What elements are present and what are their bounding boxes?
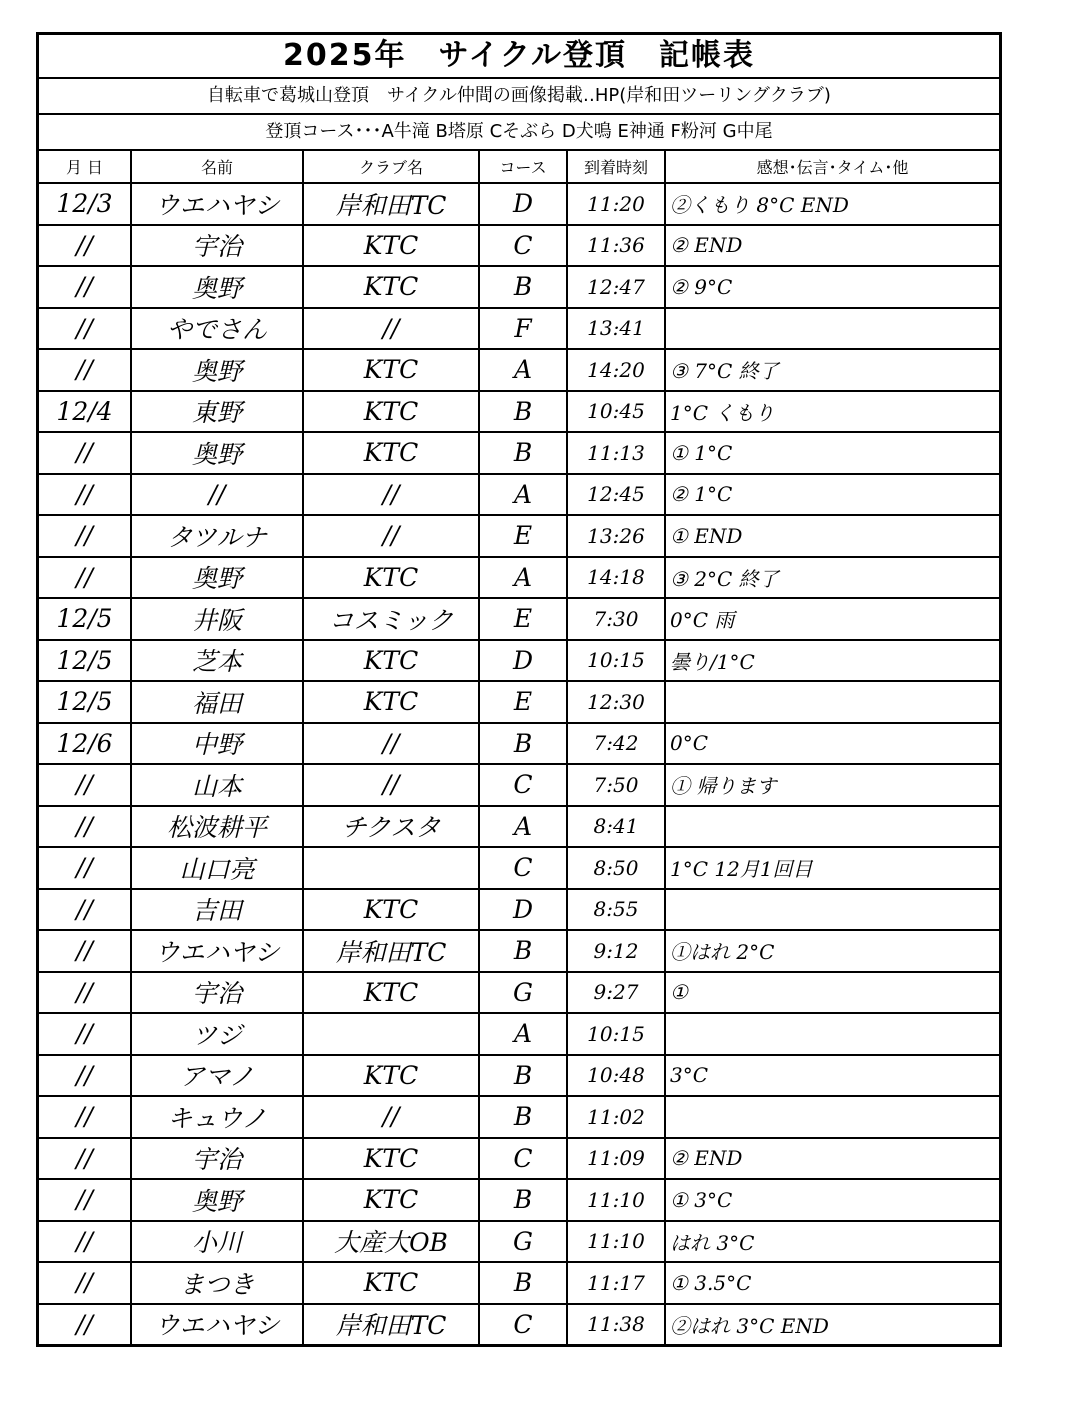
page-title: 2025年 サイクル登頂 記帳表 xyxy=(39,35,999,79)
note-cell: ② END xyxy=(665,225,999,267)
time-cell: 11:10 xyxy=(567,1179,665,1221)
table-row xyxy=(39,1013,999,1055)
log-table xyxy=(39,151,999,1344)
name-cell: 吉田 xyxy=(131,889,303,931)
note-cell: ③ 7°C 終了 xyxy=(665,349,999,391)
name-cell: 山口亮 xyxy=(131,847,303,889)
club-cell: // xyxy=(303,308,479,350)
club-cell: KTC xyxy=(303,681,479,723)
course-cell: D xyxy=(479,640,567,682)
note-cell: 0°C 雨 xyxy=(665,598,999,640)
time-cell: 12:47 xyxy=(567,266,665,308)
name-cell: タツルナ xyxy=(131,515,303,557)
date-cell: // xyxy=(39,1262,131,1304)
note-cell: 曇り/1°C xyxy=(665,640,999,682)
club-cell: KTC xyxy=(303,432,479,474)
club-cell xyxy=(303,847,479,889)
time-cell: 11:38 xyxy=(567,1304,665,1345)
date-cell: // xyxy=(39,432,131,474)
club-cell: KTC xyxy=(303,1055,479,1097)
note-cell: ②はれ 3°C END xyxy=(665,1304,999,1345)
table-row xyxy=(39,1262,999,1304)
table-row xyxy=(39,349,999,391)
time-cell: 12:45 xyxy=(567,474,665,516)
table-row xyxy=(39,1179,999,1221)
course-cell: B xyxy=(479,930,567,972)
table-row xyxy=(39,557,999,599)
note-cell: はれ 3°C xyxy=(665,1221,999,1263)
table-row xyxy=(39,889,999,931)
table-row xyxy=(39,598,999,640)
time-cell: 10:45 xyxy=(567,391,665,433)
club-cell: 岸和田TC xyxy=(303,930,479,972)
course-cell: B xyxy=(479,1262,567,1304)
time-cell: 11:02 xyxy=(567,1096,665,1138)
date-cell: // xyxy=(39,349,131,391)
name-cell: やでさん xyxy=(131,308,303,350)
time-cell: 9:12 xyxy=(567,930,665,972)
note-cell: ① 3.5°C xyxy=(665,1262,999,1304)
note-cell: ② 1°C xyxy=(665,474,999,516)
table-row xyxy=(39,1221,999,1263)
course-cell: A xyxy=(479,557,567,599)
note-cell: 3°C xyxy=(665,1055,999,1097)
date-cell: // xyxy=(39,1013,131,1055)
time-cell: 11:17 xyxy=(567,1262,665,1304)
time-cell: 8:55 xyxy=(567,889,665,931)
course-cell: E xyxy=(479,681,567,723)
club-cell: // xyxy=(303,764,479,806)
time-cell: 7:42 xyxy=(567,723,665,765)
table-row xyxy=(39,183,999,225)
table-row xyxy=(39,681,999,723)
name-cell: 宇治 xyxy=(131,1138,303,1180)
club-cell: 大産大OB xyxy=(303,1221,479,1263)
course-cell: B xyxy=(479,266,567,308)
time-cell: 10:15 xyxy=(567,1013,665,1055)
note-cell: ① 3°C xyxy=(665,1179,999,1221)
club-cell: KTC xyxy=(303,266,479,308)
table-row xyxy=(39,225,999,267)
course-cell: B xyxy=(479,432,567,474)
club-cell: チクスタ xyxy=(303,806,479,848)
name-cell: アマノ xyxy=(131,1055,303,1097)
col-notes: 感想･伝言･タイム･他 xyxy=(665,151,999,183)
name-cell: キュウノ xyxy=(131,1096,303,1138)
course-cell: F xyxy=(479,308,567,350)
club-cell: KTC xyxy=(303,1138,479,1180)
club-cell: // xyxy=(303,474,479,516)
table-row xyxy=(39,308,999,350)
name-cell: 宇治 xyxy=(131,225,303,267)
note-cell: ③ 2°C 終了 xyxy=(665,557,999,599)
name-cell: ウエハヤシ xyxy=(131,183,303,225)
col-date: 月 日 xyxy=(39,151,131,183)
note-cell: ① 帰ります xyxy=(665,764,999,806)
header-row xyxy=(39,151,999,183)
time-cell: 11:36 xyxy=(567,225,665,267)
date-cell: // xyxy=(39,1096,131,1138)
note-cell xyxy=(665,681,999,723)
course-cell: D xyxy=(479,183,567,225)
course-cell: A xyxy=(479,474,567,516)
date-cell: 12/5 xyxy=(39,598,131,640)
name-cell: 井阪 xyxy=(131,598,303,640)
note-cell: ② END xyxy=(665,1138,999,1180)
table-row xyxy=(39,432,999,474)
club-cell: // xyxy=(303,515,479,557)
date-cell: // xyxy=(39,889,131,931)
name-cell: 奥野 xyxy=(131,349,303,391)
table-row xyxy=(39,1096,999,1138)
date-cell: 12/6 xyxy=(39,723,131,765)
note-cell: ① END xyxy=(665,515,999,557)
name-cell: 芝本 xyxy=(131,640,303,682)
name-cell: 奥野 xyxy=(131,1179,303,1221)
club-cell: KTC xyxy=(303,225,479,267)
time-cell: 11:09 xyxy=(567,1138,665,1180)
course-cell: C xyxy=(479,847,567,889)
course-cell: B xyxy=(479,723,567,765)
course-cell: E xyxy=(479,515,567,557)
table-row xyxy=(39,1304,999,1345)
date-cell: // xyxy=(39,1055,131,1097)
time-cell: 10:15 xyxy=(567,640,665,682)
club-cell: KTC xyxy=(303,1179,479,1221)
name-cell: 中野 xyxy=(131,723,303,765)
course-cell: E xyxy=(479,598,567,640)
course-cell: G xyxy=(479,1221,567,1263)
name-cell: 奥野 xyxy=(131,557,303,599)
date-cell: // xyxy=(39,764,131,806)
time-cell: 11:13 xyxy=(567,432,665,474)
course-cell: A xyxy=(479,1013,567,1055)
course-cell: B xyxy=(479,1096,567,1138)
club-cell: KTC xyxy=(303,349,479,391)
course-cell: B xyxy=(479,1055,567,1097)
table-row xyxy=(39,474,999,516)
date-cell: 12/3 xyxy=(39,183,131,225)
note-cell: ①はれ 2°C xyxy=(665,930,999,972)
club-cell: 岸和田TC xyxy=(303,183,479,225)
note-cell: ① xyxy=(665,972,999,1014)
club-cell xyxy=(303,1013,479,1055)
table-row xyxy=(39,640,999,682)
table-row xyxy=(39,723,999,765)
time-cell: 8:50 xyxy=(567,847,665,889)
col-name: 名前 xyxy=(131,151,303,183)
note-cell: ① 1°C xyxy=(665,432,999,474)
course-cell: C xyxy=(479,764,567,806)
note-cell: 1°C くもり xyxy=(665,391,999,433)
date-cell: // xyxy=(39,930,131,972)
club-cell: KTC xyxy=(303,640,479,682)
col-time: 到着時刻 xyxy=(567,151,665,183)
course-cell: C xyxy=(479,225,567,267)
table-row xyxy=(39,266,999,308)
course-cell: G xyxy=(479,972,567,1014)
course-cell: C xyxy=(479,1138,567,1180)
name-cell: まつき xyxy=(131,1262,303,1304)
date-cell: // xyxy=(39,308,131,350)
note-cell xyxy=(665,806,999,848)
table-row xyxy=(39,764,999,806)
registration-sheet xyxy=(36,32,1002,1347)
club-cell: KTC xyxy=(303,391,479,433)
course-cell: B xyxy=(479,1179,567,1221)
date-cell: // xyxy=(39,225,131,267)
note-cell: 1°C 12月1回目 xyxy=(665,847,999,889)
note-cell: 0°C xyxy=(665,723,999,765)
table-row xyxy=(39,1138,999,1180)
time-cell: 13:41 xyxy=(567,308,665,350)
name-cell: // xyxy=(131,474,303,516)
course-cell: B xyxy=(479,391,567,433)
course-cell: A xyxy=(479,349,567,391)
name-cell: 福田 xyxy=(131,681,303,723)
subtitle: 自転車で葛城山登頂 サイクル仲間の画像掲載‥HP(岸和田ツーリングクラブ) xyxy=(39,79,999,115)
time-cell: 11:10 xyxy=(567,1221,665,1263)
table-row xyxy=(39,806,999,848)
club-cell: KTC xyxy=(303,972,479,1014)
time-cell: 14:20 xyxy=(567,349,665,391)
club-cell: 岸和田TC xyxy=(303,1304,479,1345)
date-cell: // xyxy=(39,557,131,599)
table-row xyxy=(39,930,999,972)
club-cell: KTC xyxy=(303,889,479,931)
date-cell: // xyxy=(39,806,131,848)
course-cell: C xyxy=(479,1304,567,1345)
name-cell: ツジ xyxy=(131,1013,303,1055)
date-cell: // xyxy=(39,847,131,889)
date-cell: // xyxy=(39,474,131,516)
table-row xyxy=(39,391,999,433)
note-cell xyxy=(665,308,999,350)
table-row xyxy=(39,1055,999,1097)
table-body xyxy=(39,183,999,1344)
note-cell: ②くもり 8°C END xyxy=(665,183,999,225)
name-cell: 奥野 xyxy=(131,266,303,308)
time-cell: 14:18 xyxy=(567,557,665,599)
table-row xyxy=(39,515,999,557)
time-cell: 8:41 xyxy=(567,806,665,848)
table-row xyxy=(39,972,999,1014)
club-cell: コスミック xyxy=(303,598,479,640)
name-cell: ウエハヤシ xyxy=(131,1304,303,1345)
date-cell: 12/4 xyxy=(39,391,131,433)
name-cell: 山本 xyxy=(131,764,303,806)
club-cell: // xyxy=(303,723,479,765)
club-cell: KTC xyxy=(303,557,479,599)
date-cell: // xyxy=(39,1179,131,1221)
note-cell xyxy=(665,889,999,931)
table-row xyxy=(39,847,999,889)
date-cell: // xyxy=(39,515,131,557)
date-cell: // xyxy=(39,1138,131,1180)
club-cell: KTC xyxy=(303,1262,479,1304)
time-cell: 7:50 xyxy=(567,764,665,806)
name-cell: 宇治 xyxy=(131,972,303,1014)
time-cell: 13:26 xyxy=(567,515,665,557)
name-cell: 小川 xyxy=(131,1221,303,1263)
note-cell xyxy=(665,1096,999,1138)
date-cell: // xyxy=(39,1221,131,1263)
time-cell: 9:27 xyxy=(567,972,665,1014)
course-cell: D xyxy=(479,889,567,931)
time-cell: 10:48 xyxy=(567,1055,665,1097)
date-cell: // xyxy=(39,266,131,308)
club-cell: // xyxy=(303,1096,479,1138)
course-legend: 登頂コース･･･A牛滝 B塔原 Cそぶら D犬鳴 E神通 F粉河 G中尾 xyxy=(39,115,999,151)
time-cell: 11:20 xyxy=(567,183,665,225)
col-club: クラブ名 xyxy=(303,151,479,183)
name-cell: ウエハヤシ xyxy=(131,930,303,972)
date-cell: // xyxy=(39,972,131,1014)
date-cell: 12/5 xyxy=(39,640,131,682)
date-cell: // xyxy=(39,1304,131,1345)
course-cell: A xyxy=(479,806,567,848)
name-cell: 東野 xyxy=(131,391,303,433)
note-cell: ② 9°C xyxy=(665,266,999,308)
col-course: コース xyxy=(479,151,567,183)
note-cell xyxy=(665,1013,999,1055)
name-cell: 奥野 xyxy=(131,432,303,474)
time-cell: 7:30 xyxy=(567,598,665,640)
time-cell: 12:30 xyxy=(567,681,665,723)
date-cell: 12/5 xyxy=(39,681,131,723)
name-cell: 松波耕平 xyxy=(131,806,303,848)
